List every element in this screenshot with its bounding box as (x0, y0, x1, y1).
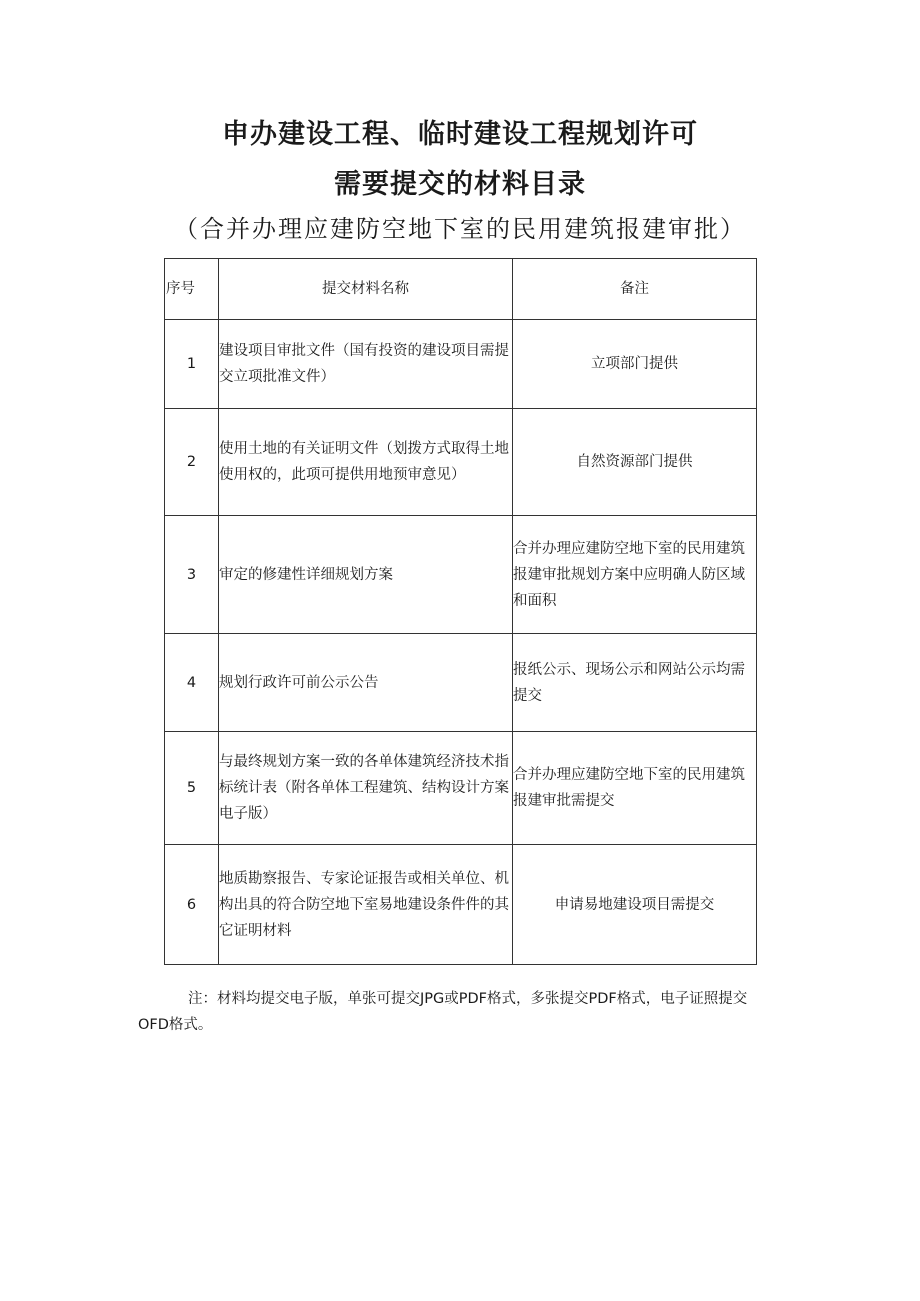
row-number: 2 (165, 409, 219, 516)
row-number: 1 (165, 320, 219, 409)
document-subtitle: （合并办理应建防空地下室的民用建筑报建审批） (174, 215, 746, 243)
header-seq: 序号 (165, 259, 219, 320)
material-remark: 申请易地建设项目需提交 (513, 845, 757, 965)
material-remark: 合并办理应建防空地下室的民用建筑报建审批规划方案中应明确人防区域和面积 (513, 516, 757, 634)
header-name: 提交材料名称 (219, 259, 513, 320)
material-remark: 报纸公示、现场公示和网站公示均需提交 (513, 634, 757, 732)
material-name: 使用土地的有关证明文件（划拨方式取得土地使用权的，此项可提供用地预审意见） (219, 409, 513, 516)
table-row (165, 320, 757, 409)
materials-table (164, 258, 757, 965)
material-name: 地质勘察报告、专家论证报告或相关单位、机构出具的符合防空地下室易地建设条件件的其它证明材料 (219, 845, 513, 965)
table-row (165, 409, 757, 516)
material-remark: 自然资源部门提供 (513, 409, 757, 516)
table-row (165, 634, 757, 732)
row-number: 6 (165, 845, 219, 965)
material-name: 审定的修建性详细规划方案 (219, 516, 513, 634)
table-row (165, 516, 757, 634)
footnote: 注：材料均提交电子版，单张可提交JPG或PDF格式，多张提交PDF格式，电子证照提交OFD格式。 (138, 991, 748, 1033)
row-number: 5 (165, 732, 219, 845)
material-name: 规划行政许可前公示公告 (219, 634, 513, 732)
document-title-line1: 申办建设工程、临时建设工程规划许可 (222, 119, 698, 150)
material-remark: 合并办理应建防空地下室的民用建筑报建审批需提交 (513, 732, 757, 845)
row-number: 4 (165, 634, 219, 732)
material-name: 与最终规划方案一致的各单体建筑经济技术指标统计表（附各单体工程建筑、结构设计方案电子版） (219, 732, 513, 845)
material-name: 建设项目审批文件（国有投资的建设项目需提交立项批准文件） (219, 320, 513, 409)
document-title-line2: 需要提交的材料目录 (334, 169, 586, 200)
header-remark: 备注 (513, 259, 757, 320)
material-remark: 立项部门提供 (513, 320, 757, 409)
table-row (165, 845, 757, 965)
table-row (165, 732, 757, 845)
row-number: 3 (165, 516, 219, 634)
table-header-row (165, 259, 757, 320)
